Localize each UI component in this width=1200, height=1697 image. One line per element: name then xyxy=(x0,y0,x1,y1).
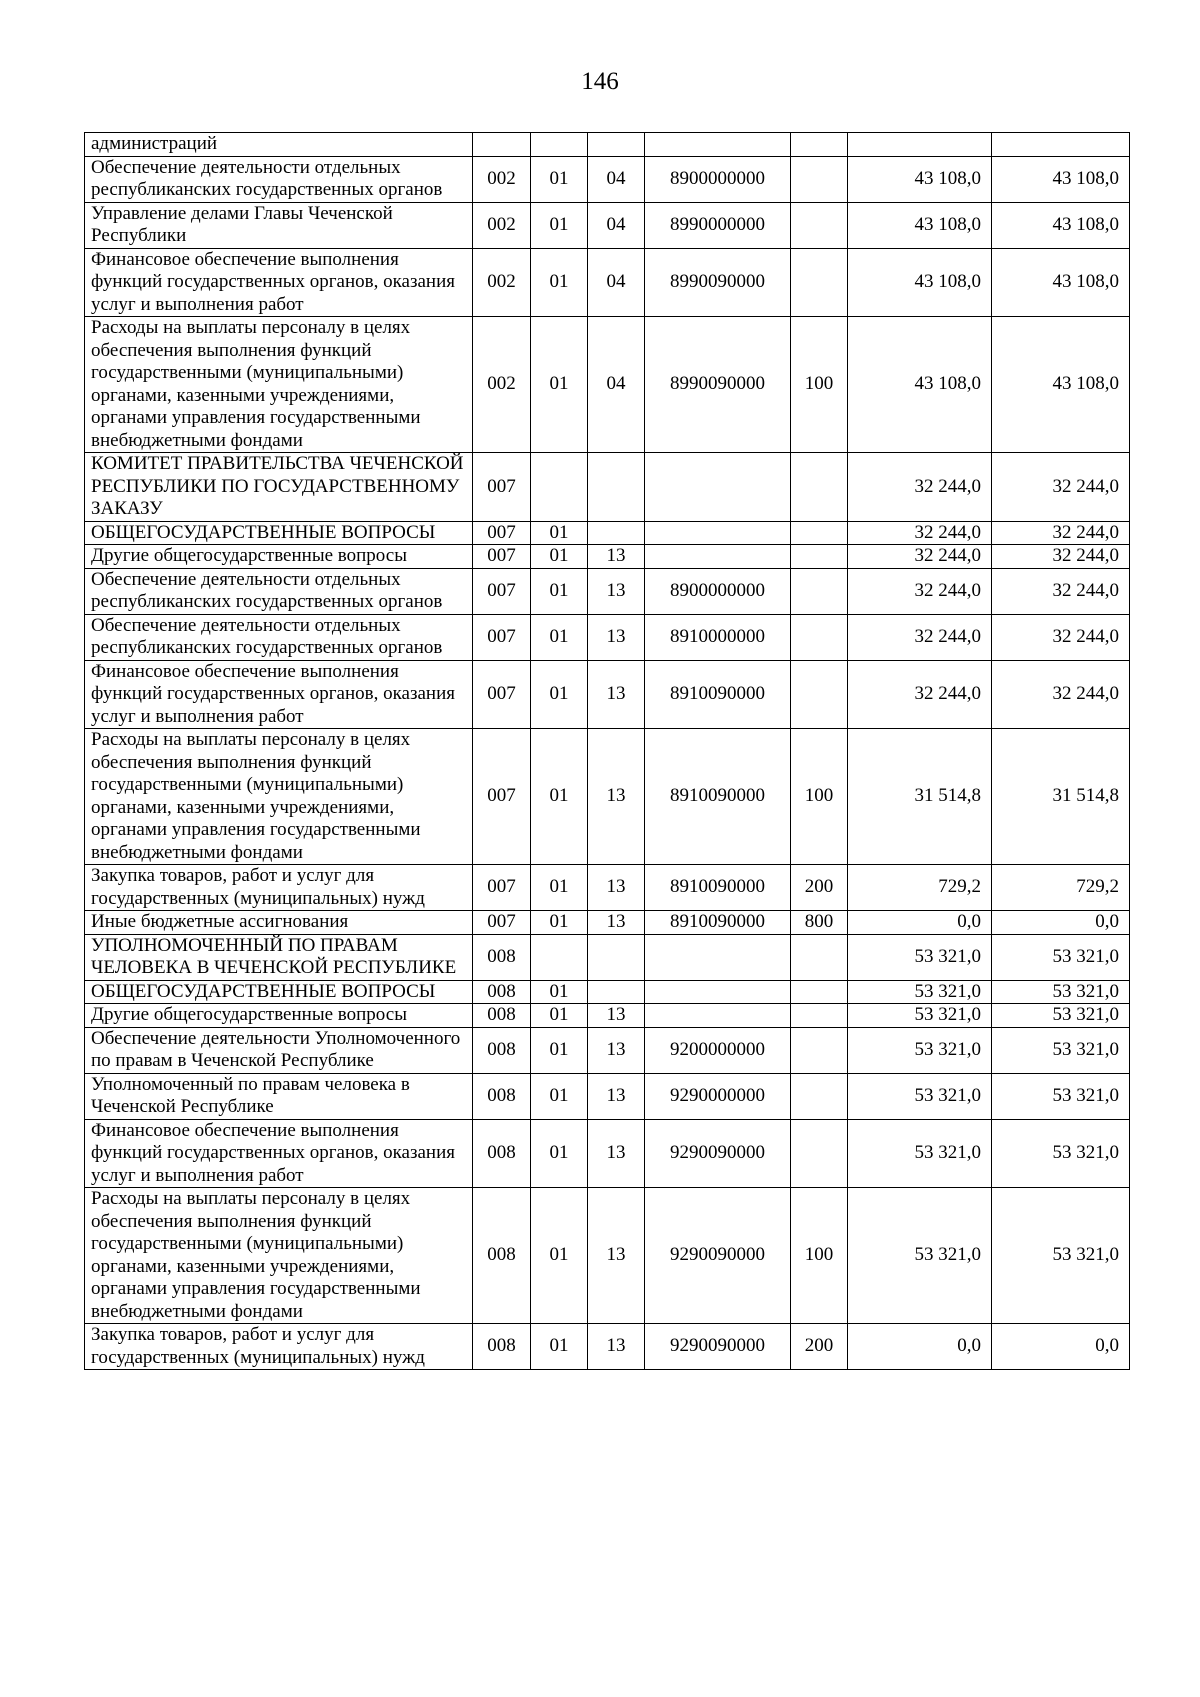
row-pr: 13 xyxy=(588,1073,645,1119)
budget-table xyxy=(84,132,1130,1370)
row-rz: 01 xyxy=(531,865,588,911)
row-pr: 04 xyxy=(588,156,645,202)
table-row xyxy=(85,614,1130,660)
row-rz: 01 xyxy=(531,521,588,545)
row-rz: 01 xyxy=(531,1188,588,1324)
row-sum-2: 0,0 xyxy=(992,1324,1130,1370)
row-vr: 100 xyxy=(791,317,848,453)
row-vr xyxy=(791,521,848,545)
row-ved: 007 xyxy=(473,614,531,660)
row-pr: 13 xyxy=(588,1324,645,1370)
row-pr: 13 xyxy=(588,660,645,729)
row-rz: 01 xyxy=(531,614,588,660)
row-sum-1: 32 244,0 xyxy=(848,453,992,522)
row-sum-1: 43 108,0 xyxy=(848,248,992,317)
row-ved: 007 xyxy=(473,729,531,865)
row-vr xyxy=(791,660,848,729)
row-sum-2: 43 108,0 xyxy=(992,156,1130,202)
table-row xyxy=(85,934,1130,980)
row-sum-2: 32 244,0 xyxy=(992,521,1130,545)
row-name: КОМИТЕТ ПРАВИТЕЛЬСТВА ЧЕЧЕНСКОЙ РЕСПУБЛИКИ ПО ГОСУДАРСТВЕННОМУ ЗАКАЗУ xyxy=(85,453,473,522)
row-name: Закупка товаров, работ и услуг для государственных (муниципальных) нужд xyxy=(85,1324,473,1370)
row-name: ОБЩЕГОСУДАРСТВЕННЫЕ ВОПРОСЫ xyxy=(85,521,473,545)
row-pr: 13 xyxy=(588,865,645,911)
row-name: Расходы на выплаты персоналу в целях обеспечения выполнения функций государственными (муниципальными) органами, казенными учреждениями, органами управления государственными внебюджетными фондами xyxy=(85,1188,473,1324)
row-sum-1: 53 321,0 xyxy=(848,1027,992,1073)
row-pr: 13 xyxy=(588,545,645,569)
row-vr xyxy=(791,248,848,317)
table-row xyxy=(85,1073,1130,1119)
table-row xyxy=(85,545,1130,569)
row-pr: 04 xyxy=(588,317,645,453)
row-csr: 8910090000 xyxy=(645,729,791,865)
row-name: Финансовое обеспечение выполнения функций государственных органов, оказания услуг и выполнения работ xyxy=(85,660,473,729)
row-name: Расходы на выплаты персоналу в целях обеспечения выполнения функций государственными (муниципальными) органами, казенными учреждениями, органами управления государственными внебюджетными фондами xyxy=(85,729,473,865)
row-csr: 9290000000 xyxy=(645,1073,791,1119)
row-pr: 13 xyxy=(588,1027,645,1073)
row-rz: 01 xyxy=(531,660,588,729)
row-sum-1: 32 244,0 xyxy=(848,545,992,569)
row-sum-2: 32 244,0 xyxy=(992,453,1130,522)
row-sum-2: 32 244,0 xyxy=(992,545,1130,569)
row-csr xyxy=(645,980,791,1004)
row-rz: 01 xyxy=(531,1004,588,1028)
row-ved: 007 xyxy=(473,660,531,729)
row-name: Иные бюджетные ассигнования xyxy=(85,911,473,935)
row-sum-1: 43 108,0 xyxy=(848,156,992,202)
row-vr: 200 xyxy=(791,865,848,911)
row-name: Закупка товаров, работ и услуг для государственных (муниципальных) нужд xyxy=(85,865,473,911)
row-sum-1 xyxy=(848,133,992,157)
row-name: администраций xyxy=(85,133,473,157)
row-name: Обеспечение деятельности отдельных республиканских государственных органов xyxy=(85,156,473,202)
row-csr: 9290090000 xyxy=(645,1119,791,1188)
row-vr xyxy=(791,1004,848,1028)
row-rz: 01 xyxy=(531,156,588,202)
row-pr: 13 xyxy=(588,568,645,614)
row-sum-2: 53 321,0 xyxy=(992,1027,1130,1073)
row-rz: 01 xyxy=(531,1073,588,1119)
row-rz xyxy=(531,133,588,157)
row-ved: 002 xyxy=(473,156,531,202)
row-rz: 01 xyxy=(531,1027,588,1073)
row-rz: 01 xyxy=(531,729,588,865)
row-csr: 9290090000 xyxy=(645,1324,791,1370)
row-sum-2: 0,0 xyxy=(992,911,1130,935)
row-sum-2: 53 321,0 xyxy=(992,980,1130,1004)
row-ved: 007 xyxy=(473,911,531,935)
row-csr: 8990090000 xyxy=(645,248,791,317)
row-ved: 008 xyxy=(473,1073,531,1119)
row-sum-2: 53 321,0 xyxy=(992,1004,1130,1028)
row-sum-1: 729,2 xyxy=(848,865,992,911)
row-sum-2: 32 244,0 xyxy=(992,660,1130,729)
row-name: Финансовое обеспечение выполнения функций государственных органов, оказания услуг и выполнения работ xyxy=(85,248,473,317)
row-name: Финансовое обеспечение выполнения функций государственных органов, оказания услуг и выполнения работ xyxy=(85,1119,473,1188)
table-row xyxy=(85,911,1130,935)
table-row xyxy=(85,660,1130,729)
row-name: Уполномоченный по правам человека в Чеченской Республике xyxy=(85,1073,473,1119)
row-vr xyxy=(791,133,848,157)
row-vr xyxy=(791,934,848,980)
row-ved: 008 xyxy=(473,1324,531,1370)
row-rz: 01 xyxy=(531,248,588,317)
row-pr: 13 xyxy=(588,1004,645,1028)
row-rz xyxy=(531,934,588,980)
row-name: УПОЛНОМОЧЕННЫЙ ПО ПРАВАМ ЧЕЛОВЕКА В ЧЕЧЕНСКОЙ РЕСПУБЛИКЕ xyxy=(85,934,473,980)
row-vr xyxy=(791,156,848,202)
row-pr: 13 xyxy=(588,614,645,660)
row-ved: 002 xyxy=(473,202,531,248)
row-sum-1: 43 108,0 xyxy=(848,317,992,453)
row-sum-1: 31 514,8 xyxy=(848,729,992,865)
row-ved: 007 xyxy=(473,453,531,522)
row-csr: 8900000000 xyxy=(645,156,791,202)
row-sum-1: 32 244,0 xyxy=(848,568,992,614)
row-rz: 01 xyxy=(531,1119,588,1188)
row-csr: 8910000000 xyxy=(645,614,791,660)
row-csr xyxy=(645,521,791,545)
row-name: Управление делами Главы Чеченской Республики xyxy=(85,202,473,248)
row-rz: 01 xyxy=(531,1324,588,1370)
row-ved: 008 xyxy=(473,1027,531,1073)
row-ved: 008 xyxy=(473,1119,531,1188)
row-pr xyxy=(588,453,645,522)
row-pr: 13 xyxy=(588,729,645,865)
row-sum-1: 53 321,0 xyxy=(848,980,992,1004)
row-csr: 9200000000 xyxy=(645,1027,791,1073)
row-csr xyxy=(645,545,791,569)
row-sum-2 xyxy=(992,133,1130,157)
row-pr: 13 xyxy=(588,1119,645,1188)
row-sum-1: 32 244,0 xyxy=(848,521,992,545)
row-ved: 002 xyxy=(473,317,531,453)
row-vr xyxy=(791,453,848,522)
row-ved: 007 xyxy=(473,568,531,614)
row-sum-2: 43 108,0 xyxy=(992,202,1130,248)
row-vr xyxy=(791,980,848,1004)
row-sum-1: 0,0 xyxy=(848,911,992,935)
row-rz: 01 xyxy=(531,911,588,935)
table-row xyxy=(85,1027,1130,1073)
row-sum-1: 43 108,0 xyxy=(848,202,992,248)
table-row xyxy=(85,202,1130,248)
row-vr: 800 xyxy=(791,911,848,935)
row-csr xyxy=(645,1004,791,1028)
row-rz: 01 xyxy=(531,980,588,1004)
row-pr: 04 xyxy=(588,248,645,317)
row-csr: 8910090000 xyxy=(645,660,791,729)
table-row xyxy=(85,156,1130,202)
table-row xyxy=(85,568,1130,614)
row-ved: 008 xyxy=(473,1188,531,1324)
row-sum-1: 53 321,0 xyxy=(848,1119,992,1188)
row-csr xyxy=(645,934,791,980)
row-csr: 8910090000 xyxy=(645,865,791,911)
row-pr xyxy=(588,934,645,980)
row-sum-2: 32 244,0 xyxy=(992,614,1130,660)
row-ved: 008 xyxy=(473,934,531,980)
table-row xyxy=(85,1188,1130,1324)
row-sum-1: 32 244,0 xyxy=(848,614,992,660)
row-sum-2: 43 108,0 xyxy=(992,248,1130,317)
row-rz xyxy=(531,453,588,522)
row-rz: 01 xyxy=(531,202,588,248)
row-csr xyxy=(645,133,791,157)
row-rz: 01 xyxy=(531,545,588,569)
row-csr: 8990000000 xyxy=(645,202,791,248)
table-row xyxy=(85,1004,1130,1028)
row-sum-2: 32 244,0 xyxy=(992,568,1130,614)
row-pr xyxy=(588,133,645,157)
row-sum-2: 31 514,8 xyxy=(992,729,1130,865)
row-sum-1: 53 321,0 xyxy=(848,934,992,980)
table-row xyxy=(85,133,1130,157)
table-row xyxy=(85,1324,1130,1370)
row-csr: 8910090000 xyxy=(645,911,791,935)
page-number: 146 xyxy=(581,68,619,95)
row-sum-2: 53 321,0 xyxy=(992,1188,1130,1324)
row-ved: 007 xyxy=(473,865,531,911)
row-csr: 8990090000 xyxy=(645,317,791,453)
row-name: Другие общегосударственные вопросы xyxy=(85,545,473,569)
row-vr xyxy=(791,1073,848,1119)
row-rz: 01 xyxy=(531,568,588,614)
row-name: Другие общегосударственные вопросы xyxy=(85,1004,473,1028)
row-ved: 007 xyxy=(473,545,531,569)
row-ved xyxy=(473,133,531,157)
row-sum-2: 53 321,0 xyxy=(992,1119,1130,1188)
row-rz: 01 xyxy=(531,317,588,453)
row-sum-1: 53 321,0 xyxy=(848,1004,992,1028)
table-row xyxy=(85,865,1130,911)
row-vr xyxy=(791,1119,848,1188)
row-vr xyxy=(791,1027,848,1073)
row-vr: 100 xyxy=(791,1188,848,1324)
row-sum-2: 53 321,0 xyxy=(992,1073,1130,1119)
row-csr xyxy=(645,453,791,522)
row-vr: 200 xyxy=(791,1324,848,1370)
row-name: Обеспечение деятельности Уполномоченного по правам в Чеченской Республике xyxy=(85,1027,473,1073)
row-vr: 100 xyxy=(791,729,848,865)
row-pr: 04 xyxy=(588,202,645,248)
table-row xyxy=(85,248,1130,317)
row-sum-2: 43 108,0 xyxy=(992,317,1130,453)
table-row xyxy=(85,729,1130,865)
row-sum-1: 32 244,0 xyxy=(848,660,992,729)
row-pr: 13 xyxy=(588,911,645,935)
table-row xyxy=(85,453,1130,522)
row-sum-1: 53 321,0 xyxy=(848,1188,992,1324)
row-vr xyxy=(791,545,848,569)
table-row xyxy=(85,1119,1130,1188)
row-name: ОБЩЕГОСУДАРСТВЕННЫЕ ВОПРОСЫ xyxy=(85,980,473,1004)
row-ved: 007 xyxy=(473,521,531,545)
row-vr xyxy=(791,202,848,248)
row-ved: 008 xyxy=(473,980,531,1004)
row-sum-1: 0,0 xyxy=(848,1324,992,1370)
row-name: Обеспечение деятельности отдельных республиканских государственных органов xyxy=(85,614,473,660)
row-pr xyxy=(588,980,645,1004)
row-vr xyxy=(791,614,848,660)
table-row xyxy=(85,317,1130,453)
row-sum-1: 53 321,0 xyxy=(848,1073,992,1119)
table-row xyxy=(85,521,1130,545)
row-csr: 8900000000 xyxy=(645,568,791,614)
row-pr xyxy=(588,521,645,545)
row-name: Обеспечение деятельности отдельных республиканских государственных органов xyxy=(85,568,473,614)
row-pr: 13 xyxy=(588,1188,645,1324)
row-name: Расходы на выплаты персоналу в целях обеспечения выполнения функций государственными (муниципальными) органами, казенными учреждениями, органами управления государственными внебюджетными фондами xyxy=(85,317,473,453)
row-sum-2: 53 321,0 xyxy=(992,934,1130,980)
row-csr: 9290090000 xyxy=(645,1188,791,1324)
row-sum-2: 729,2 xyxy=(992,865,1130,911)
table-row xyxy=(85,980,1130,1004)
row-ved: 002 xyxy=(473,248,531,317)
row-vr xyxy=(791,568,848,614)
row-ved: 008 xyxy=(473,1004,531,1028)
